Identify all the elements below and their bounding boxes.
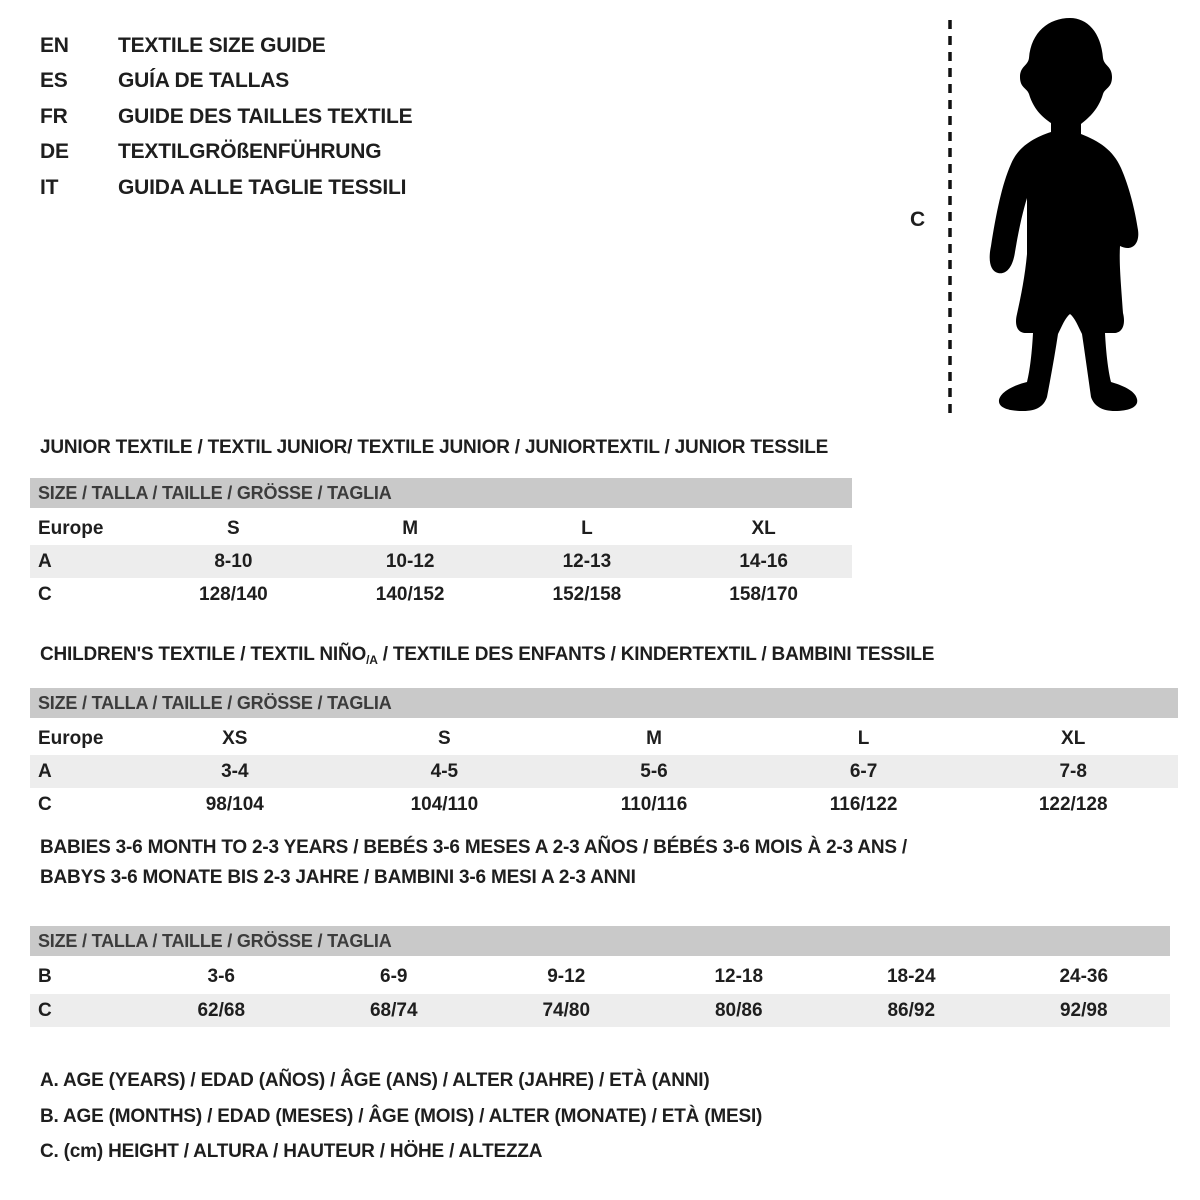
column-header: S bbox=[438, 727, 451, 749]
children-title-suffix: / TEXTILE DES ENFANTS / KINDERTEXTIL / BAMBINI TESSILE bbox=[377, 644, 935, 665]
cell: 6-9 bbox=[380, 966, 408, 987]
cell: 152/158 bbox=[552, 583, 622, 605]
column-header: L bbox=[857, 727, 870, 749]
cell: 128/140 bbox=[199, 583, 268, 605]
legend-age-months: B. AGE (MONTHS) / EDAD (MESES) / ÂGE (MOIS) / ALTER (MONATE) / ETÀ (MESI) bbox=[40, 1105, 763, 1127]
language-code: FR bbox=[40, 104, 68, 128]
language-row-de bbox=[40, 135, 412, 171]
guide-title-fr: GUIDE DES TAILLES TEXTILE bbox=[118, 104, 413, 128]
guide-title-es: GUÍA DE TALLAS bbox=[118, 69, 290, 93]
row-label: B bbox=[38, 966, 52, 987]
legend-height-cm: C. (cm) HEIGHT / ALTURA / HAUTEUR / HÖHE / ALTEZZA bbox=[40, 1141, 543, 1162]
legend bbox=[40, 1070, 762, 1177]
language-row-es bbox=[40, 64, 412, 100]
cell: 24-36 bbox=[1059, 966, 1109, 987]
toddler-silhouette-figure bbox=[935, 12, 1195, 417]
junior-columns-row bbox=[30, 512, 852, 545]
cell: 8-10 bbox=[214, 550, 253, 572]
cell: 86/92 bbox=[887, 999, 936, 1021]
row-label: A bbox=[38, 550, 52, 572]
language-row-en bbox=[40, 28, 412, 64]
row-label: C bbox=[38, 583, 52, 605]
cell: 98/104 bbox=[205, 793, 264, 815]
cell: 68/74 bbox=[369, 999, 418, 1021]
cell: 3-4 bbox=[221, 760, 249, 782]
cell: 110/116 bbox=[620, 793, 688, 815]
babies-size-table bbox=[30, 926, 1170, 1027]
cell: 140/152 bbox=[375, 583, 445, 605]
cell: 4-5 bbox=[430, 760, 459, 782]
cell: 74/80 bbox=[542, 999, 591, 1021]
table-row-age-years bbox=[30, 545, 852, 578]
row-label: C bbox=[38, 999, 52, 1021]
cell: 7-8 bbox=[1059, 760, 1087, 782]
children-columns-row bbox=[30, 722, 1178, 755]
row-label: C bbox=[38, 793, 52, 815]
language-title-list bbox=[40, 28, 412, 206]
cell: 92/98 bbox=[1059, 999, 1108, 1021]
babies-section-title-line2: BABYS 3-6 MONATE BIS 2-3 JAHRE / BAMBINI 3-6 MESI A 2-3 ANNI bbox=[40, 867, 636, 888]
table-row-height-cm bbox=[30, 994, 1170, 1027]
junior-section-title: JUNIOR TEXTILE / TEXTIL JUNIOR/ TEXTILE JUNIOR / JUNIORTEXTIL / JUNIOR TESSILE bbox=[40, 437, 829, 458]
region-label: Europe bbox=[38, 727, 104, 749]
language-row-fr bbox=[40, 99, 412, 135]
language-code: DE bbox=[40, 140, 69, 164]
cell: 80/86 bbox=[714, 999, 763, 1021]
babies-section-title-line1: BABIES 3-6 MONTH TO 2-3 YEARS / BEBÉS 3-6 MESES A 2-3 AÑOS / BÉBÉS 3-6 MOIS À 2-3 ANS / bbox=[40, 837, 908, 858]
language-code: IT bbox=[40, 175, 59, 199]
cell: 116/122 bbox=[829, 793, 898, 815]
height-measure-label: C bbox=[910, 208, 926, 231]
children-section-title bbox=[40, 644, 934, 667]
guide-title-it: GUIDA ALLE TAGLIE TESSILI bbox=[118, 175, 407, 199]
cell: 6-7 bbox=[849, 760, 878, 782]
column-header: L bbox=[581, 517, 593, 539]
row-label: A bbox=[38, 760, 52, 782]
babies-size-header: SIZE / TALLA / TAILLE / GRÖSSE / TAGLIA bbox=[30, 926, 1170, 956]
language-code: ES bbox=[40, 69, 68, 93]
cell: 5-6 bbox=[640, 760, 668, 782]
children-title-prefix: CHILDREN'S TEXTILE / TEXTIL NIÑO bbox=[40, 644, 367, 665]
cell: 9-12 bbox=[547, 966, 586, 987]
guide-title-de: TEXTILGRÖßENFÜHRUNG bbox=[118, 140, 382, 164]
column-header: M bbox=[402, 517, 419, 539]
cell: 122/128 bbox=[1038, 793, 1108, 815]
table-row-age-years bbox=[30, 755, 1178, 788]
junior-size-table bbox=[30, 478, 852, 611]
cell: 18-24 bbox=[886, 966, 936, 987]
language-code: EN bbox=[40, 33, 69, 57]
language-row-it bbox=[40, 170, 412, 206]
region-label: Europe bbox=[38, 517, 104, 539]
cell: 14-16 bbox=[739, 550, 788, 572]
children-title-sub: /A bbox=[366, 653, 378, 667]
cell: 12-18 bbox=[714, 966, 764, 987]
junior-size-header: SIZE / TALLA / TAILLE / GRÖSSE / TAGLIA bbox=[30, 478, 852, 508]
legend-age-years: A. AGE (YEARS) / EDAD (AÑOS) / ÂGE (ANS) / ALTER (JAHRE) / ETÀ (ANNI) bbox=[40, 1070, 710, 1091]
table-row-age-months bbox=[30, 960, 1170, 994]
cell: 104/110 bbox=[410, 793, 479, 815]
table-row-height-cm bbox=[30, 788, 1178, 821]
children-size-table bbox=[30, 688, 1178, 821]
cell: 158/170 bbox=[729, 583, 798, 605]
column-header: S bbox=[227, 517, 240, 539]
column-header: XL bbox=[1061, 727, 1086, 749]
cell: 10-12 bbox=[385, 550, 435, 572]
cell: 12-13 bbox=[562, 550, 612, 572]
column-header: XS bbox=[222, 727, 248, 749]
column-header: XL bbox=[751, 517, 776, 539]
cell: 62/68 bbox=[197, 999, 246, 1021]
table-row-height-cm bbox=[30, 578, 852, 611]
guide-title-en: TEXTILE SIZE GUIDE bbox=[118, 33, 326, 57]
column-header: M bbox=[646, 727, 662, 749]
toddler-silhouette-icon bbox=[990, 18, 1139, 411]
children-size-header: SIZE / TALLA / TAILLE / GRÖSSE / TAGLIA bbox=[30, 688, 1178, 718]
cell: 3-6 bbox=[207, 966, 235, 987]
